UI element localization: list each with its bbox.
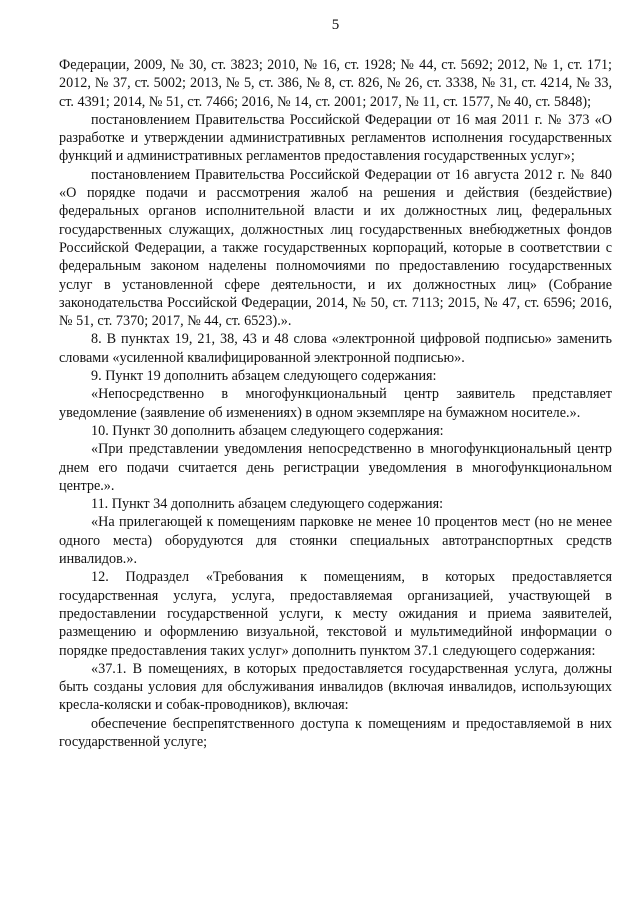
document-body: [59, 56, 612, 751]
paragraph-item-12: 12. Подраздел «Требования к помещениям, в которых предоставляется государственная услуга, услуга, предоставляемая организацией, участвующей в предоставлении государственной услуги, к месту ожидания и приема заявителей, размещению и оформлению визуальной, текстовой и мультимедийной информации о порядке предоставления таких услуг» дополнить пунктом 37.1 следующего содержания:: [59, 569, 612, 659]
paragraph-item-9: 9. Пункт 19 дополнить абзацем следующего содержания:: [91, 368, 437, 385]
paragraph-item-10: 10. Пункт 30 дополнить абзацем следующего содержания:: [91, 422, 444, 439]
paragraph-accessibility: обеспечение беспрепятственного доступа к помещениям и предоставляемой в них государственной услуге;: [59, 715, 612, 750]
paragraph-resolution-373: постановлением Правительства Российской Федерации от 16 мая 2011 г. № 373 «О разработке и утверждении административных регламентов исполнения государственных функций и административных регламентов предоставления государственных услуг»;: [59, 111, 612, 165]
paragraph-item-8: 8. В пунктах 19, 21, 38, 43 и 48 слова «электронной цифровой подписью» заменить словами «усиленной квалифицированной электронной подписью».: [59, 331, 612, 366]
paragraph-item-9-text: «Непосредственно в многофункциональный центр заявитель представляет уведомление (заявление об изменениях) в одном экземпляре на бумажном носителе.».: [59, 386, 612, 421]
paragraph-legislation-citations: Федерации, 2009, № 30, ст. 3823; 2010, № 16, ст. 1928; № 44, ст. 5692; 2012, № 1, ст. 171; 2012, № 37, ст. 5002; 2013, № 5, ст. 386, № 8, ст. 826, № 26, ст. 3338, № 31, ст. 4214, № 33, ст. 4391; 2014, № 51, ст. 7466; 2016, № 14, ст. 2001; 2017, № 11, ст. 1577, № 40, ст. 5848);: [59, 57, 612, 110]
paragraph-item-11: 11. Пункт 34 дополнить абзацем следующего содержания:: [91, 496, 444, 513]
paragraph-item-11-text: «На прилегающей к помещениям парковке не менее 10 процентов мест (но не менее одного места) оборудуются для стоянки специальных автотранспортных средств инвалидов.».: [59, 514, 612, 568]
paragraph-item-10-text: «При представлении уведомления непосредственно в многофункциональный центр днем его подачи считается день регистрации уведомления в многофункциональном центре.».: [59, 441, 612, 494]
paragraph-item-37-1: «37.1. В помещениях, в которых предоставляется государственная услуга, должны быть созданы условия для обслуживания инвалидов (включая инвалидов, использующих кресла-коляски и собак-проводников), включая:: [59, 660, 612, 714]
page-number: 5: [331, 17, 340, 33]
paragraph-resolution-840: постановлением Правительства Российской Федерации от 16 августа 2012 г. № 840 «О порядке подачи и рассмотрения жалоб на решения и действия (бездействие) федеральных органов исполнительной власти и их должностных лиц, федеральных государственных служащих, должностных лиц государственных внебюджетных фондов Российской Федерации, а также государственных корпораций, которые в соответствии с федеральным законом наделены полномочиями по предоставлению государственных услуг в установленной сфере деятельности, и их должностных лиц» (Собрание законодательства Российской Федерации, 2014, № 50, ст. 7113; 2015, № 47, ст. 6596; 2016, № 51, ст. 7370; 2017, № 44, ст. 6523).».: [59, 166, 612, 330]
